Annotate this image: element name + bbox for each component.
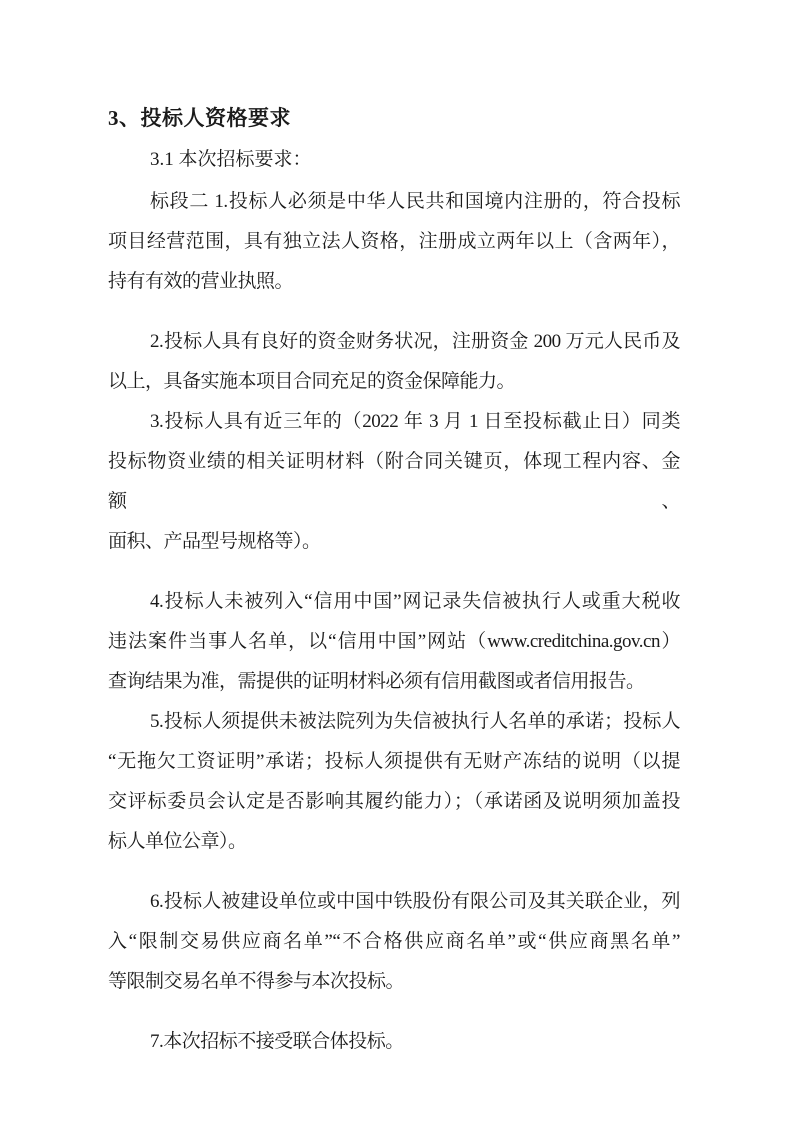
subsection-heading: 3.1 本次招标要求： [150,149,312,170]
text-line: 投标物资业绩的相关证明材料（附合同关键页，体现工程内容、金额、 [108,451,680,512]
text-line: 3.投标人具有近三年的（2022 年 3 月 1 日至投标截止日）同类 [150,411,680,432]
text-line: 违法案件当事人名单，以“信用中国”网站（www.creditchina.gov.cn） [108,631,680,652]
text-line: 持有有效的营业执照。 [108,271,294,292]
document-body [108,182,680,1062]
paragraph [108,702,680,862]
text-line: 7.本次招标不接受联合体投标。 [150,1031,404,1052]
text-line: 等限制交易名单不得参与本次投标。 [108,971,405,992]
paragraph [108,322,680,402]
text-line: 交评标委员会认定是否影响其履约能力）；（承诺函及说明须加盖投 [108,791,680,812]
text-line: 标人单位公章）。 [108,831,247,852]
paragraph [108,402,680,562]
text-line: 项目经营范围，具有独立法人资格，注册成立两年以上（含两年）， [108,231,680,252]
paragraph [108,182,680,302]
paragraph [108,582,680,702]
text-line: 面积、产品型号规格等）。 [108,531,321,552]
paragraph [108,1022,680,1062]
text-line: 4.投标人未被列入“信用中国”网记录失信被执行人或重大税收 [150,591,680,612]
section-heading: 3、投标人资格要求 [108,106,291,130]
text-line: 查询结果为准，需提供的证明材料必须有信用截图或者信用报告。 [108,671,645,692]
paragraph [108,882,680,1002]
text-line: 以上，具备实施本项目合同充足的资金保障能力。 [108,371,516,392]
text-line: 5.投标人须提供未被法院列为失信被执行人名单的承诺；投标人 [150,711,680,732]
text-line: 6.投标人被建设单位或中国中铁股份有限公司及其关联企业，列 [150,891,680,912]
text-line: “无拖欠工资证明”承诺；投标人须提供有无财产冻结的说明（以提 [108,751,680,772]
text-line: 2.投标人具有良好的资金财务状况，注册资金 200 万元人民币及 [150,331,680,352]
text-line: 标段二 1.投标人必须是中华人民共和国境内注册的，符合投标 [150,191,680,212]
text-line: 入“限制交易供应商名单”“不合格供应商名单”或“供应商黑名单” [108,931,680,952]
